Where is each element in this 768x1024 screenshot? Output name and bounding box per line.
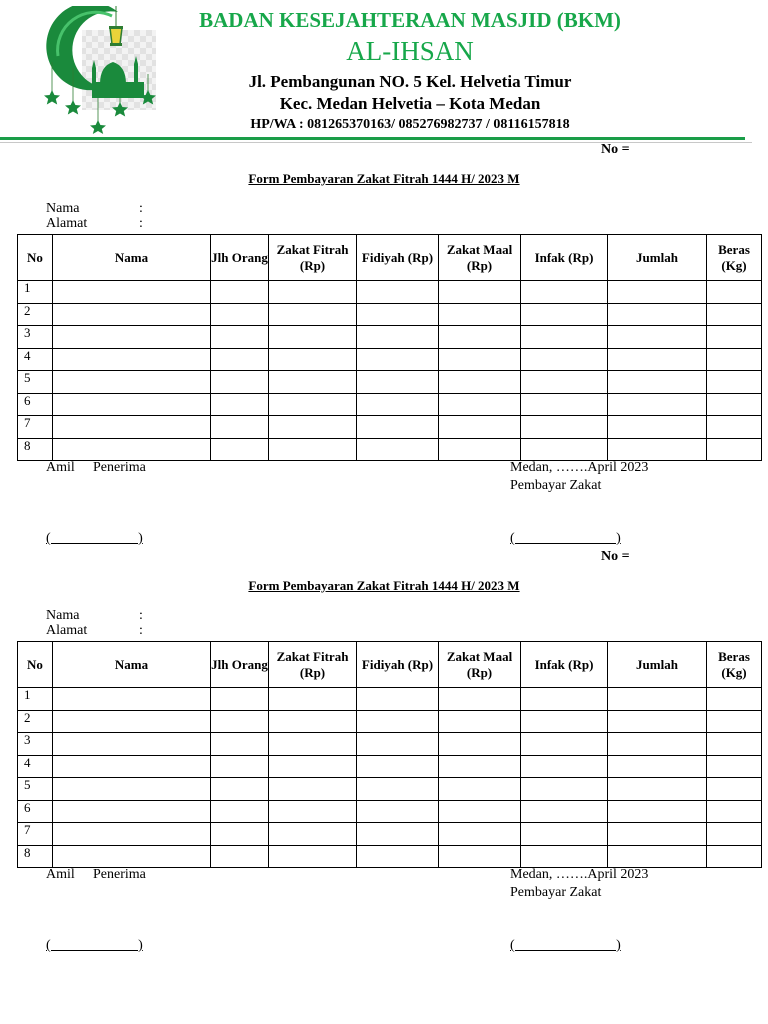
- address-label: Alamat: [46, 623, 88, 638]
- table-row: [18, 371, 762, 394]
- table-cell[interactable]: [269, 371, 357, 394]
- table-cell[interactable]: [357, 778, 439, 801]
- table-header-row: [18, 235, 762, 281]
- table-cell[interactable]: [269, 348, 357, 371]
- table-cell[interactable]: [357, 823, 439, 846]
- table-cell[interactable]: [608, 688, 707, 711]
- column-header: No: [18, 235, 53, 281]
- table-cell[interactable]: [439, 755, 521, 778]
- payer-label: Pembayar Zakat: [510, 478, 602, 493]
- column-header: Jumlah: [608, 235, 707, 281]
- table-cell[interactable]: [707, 416, 762, 439]
- organization-name: BADAN KESEJAHTERAAN MASJID (BKM): [199, 8, 621, 32]
- table-cell[interactable]: [211, 326, 269, 349]
- table-cell[interactable]: [269, 303, 357, 326]
- table-cell[interactable]: [707, 733, 762, 756]
- table-cell[interactable]: [269, 326, 357, 349]
- table-cell[interactable]: [521, 281, 608, 304]
- table-row: [18, 733, 762, 756]
- receiver-label: Penerima: [93, 460, 146, 475]
- table-cell[interactable]: [357, 688, 439, 711]
- table-cell[interactable]: [707, 845, 762, 868]
- column-header: No: [18, 642, 53, 688]
- column-header: Beras (Kg): [707, 642, 762, 688]
- receiver-label: Penerima: [93, 867, 146, 882]
- table-cell[interactable]: [269, 710, 357, 733]
- table-cell[interactable]: [211, 845, 269, 868]
- table-cell[interactable]: [608, 416, 707, 439]
- table-cell[interactable]: [211, 823, 269, 846]
- table-cell[interactable]: [53, 823, 211, 846]
- row-number: 5: [18, 778, 53, 801]
- form-number-label: No =: [601, 142, 630, 157]
- name-label: Nama: [46, 608, 80, 623]
- table-cell[interactable]: [439, 416, 521, 439]
- table-cell[interactable]: [707, 393, 762, 416]
- table-cell[interactable]: [439, 326, 521, 349]
- place-date: Medan, …….April 2023: [510, 460, 649, 475]
- table-cell[interactable]: [53, 755, 211, 778]
- table-cell[interactable]: [269, 688, 357, 711]
- table-cell[interactable]: [608, 733, 707, 756]
- table-row: [18, 755, 762, 778]
- table-cell[interactable]: [269, 281, 357, 304]
- table-cell[interactable]: [707, 348, 762, 371]
- table-row: [18, 710, 762, 733]
- table-cell[interactable]: [608, 348, 707, 371]
- table-cell[interactable]: [269, 755, 357, 778]
- table-row: [18, 438, 762, 461]
- form-title: Form Pembayaran Zakat Fitrah 1444 H/ 2023 M: [248, 171, 520, 186]
- payer-label: Pembayar Zakat: [510, 885, 602, 900]
- table-cell[interactable]: [521, 778, 608, 801]
- table-cell[interactable]: [357, 438, 439, 461]
- column-header: Beras (Kg): [707, 235, 762, 281]
- table-cell[interactable]: [707, 778, 762, 801]
- payer-signature-line: ( ): [510, 938, 621, 953]
- payer-signature-line: ( ): [510, 531, 621, 546]
- table-cell[interactable]: [439, 688, 521, 711]
- column-header: Nama: [53, 642, 211, 688]
- table-cell[interactable]: [53, 393, 211, 416]
- mosque-name: AL-IHSAN: [346, 36, 474, 66]
- table-cell[interactable]: [53, 733, 211, 756]
- table-cell[interactable]: [521, 303, 608, 326]
- table-row: [18, 800, 762, 823]
- table-cell[interactable]: [357, 710, 439, 733]
- row-number: 6: [18, 800, 53, 823]
- table-cell[interactable]: [707, 438, 762, 461]
- column-header: Zakat Maal (Rp): [439, 642, 521, 688]
- name-colon: :: [139, 201, 143, 216]
- table-cell[interactable]: [211, 438, 269, 461]
- table-cell[interactable]: [211, 371, 269, 394]
- table-cell[interactable]: [439, 371, 521, 394]
- row-number: 2: [18, 303, 53, 326]
- table-cell[interactable]: [521, 800, 608, 823]
- table-cell[interactable]: [439, 281, 521, 304]
- row-number: 2: [18, 710, 53, 733]
- table-row: [18, 281, 762, 304]
- table-cell[interactable]: [608, 371, 707, 394]
- row-number: 5: [18, 371, 53, 394]
- table-cell[interactable]: [439, 393, 521, 416]
- column-header: Jlh Orang: [211, 642, 269, 688]
- table-cell[interactable]: [521, 688, 608, 711]
- table-cell[interactable]: [53, 688, 211, 711]
- table-header-row: [18, 642, 762, 688]
- table-cell[interactable]: [269, 800, 357, 823]
- table-cell[interactable]: [521, 823, 608, 846]
- address-colon: :: [139, 216, 143, 231]
- table-cell[interactable]: [357, 348, 439, 371]
- column-header: Jumlah: [608, 642, 707, 688]
- table-cell[interactable]: [53, 800, 211, 823]
- row-number: 6: [18, 393, 53, 416]
- table-cell[interactable]: [439, 845, 521, 868]
- table-cell[interactable]: [269, 393, 357, 416]
- table-cell[interactable]: [357, 416, 439, 439]
- table-cell[interactable]: [53, 710, 211, 733]
- table-cell[interactable]: [53, 845, 211, 868]
- table-cell[interactable]: [707, 710, 762, 733]
- table-cell[interactable]: [707, 303, 762, 326]
- table-row: [18, 823, 762, 846]
- table-cell[interactable]: [211, 303, 269, 326]
- column-header: Zakat Fitrah (Rp): [269, 235, 357, 281]
- row-number: 7: [18, 416, 53, 439]
- table-cell[interactable]: [439, 823, 521, 846]
- header-divider-shadow: [0, 142, 752, 143]
- table-cell[interactable]: [357, 733, 439, 756]
- row-number: 8: [18, 438, 53, 461]
- row-number: 7: [18, 823, 53, 846]
- receiver-signature-line: ( ): [46, 531, 143, 546]
- column-header: Zakat Maal (Rp): [439, 235, 521, 281]
- column-header: Fidiyah (Rp): [357, 642, 439, 688]
- name-label: Nama: [46, 201, 80, 216]
- table-cell[interactable]: [608, 710, 707, 733]
- row-number: 3: [18, 326, 53, 349]
- table-cell[interactable]: [357, 326, 439, 349]
- table-cell[interactable]: [521, 348, 608, 371]
- table-row: [18, 303, 762, 326]
- table-cell[interactable]: [357, 393, 439, 416]
- table-cell[interactable]: [439, 800, 521, 823]
- amil-label: Amil: [46, 867, 75, 882]
- place-date: Medan, …….April 2023: [510, 867, 649, 882]
- table-cell[interactable]: [269, 845, 357, 868]
- address-colon: :: [139, 623, 143, 638]
- payment-table: [17, 234, 762, 461]
- table-cell[interactable]: [521, 416, 608, 439]
- table-cell[interactable]: [53, 281, 211, 304]
- table-cell[interactable]: [269, 733, 357, 756]
- column-header: Infak (Rp): [521, 235, 608, 281]
- table-row: [18, 778, 762, 801]
- table-cell[interactable]: [211, 393, 269, 416]
- table-cell[interactable]: [211, 348, 269, 371]
- table-cell[interactable]: [608, 326, 707, 349]
- table-cell[interactable]: [211, 800, 269, 823]
- table-cell[interactable]: [211, 281, 269, 304]
- table-cell[interactable]: [439, 438, 521, 461]
- row-number: 1: [18, 281, 53, 304]
- table-cell[interactable]: [608, 755, 707, 778]
- form-number-label: No =: [601, 549, 630, 564]
- table-cell[interactable]: [211, 688, 269, 711]
- table-cell[interactable]: [439, 710, 521, 733]
- row-number: 3: [18, 733, 53, 756]
- table-cell[interactable]: [707, 371, 762, 394]
- address-line-2: Kec. Medan Helvetia – Kota Medan: [279, 94, 541, 113]
- table-cell[interactable]: [211, 755, 269, 778]
- row-number: 1: [18, 688, 53, 711]
- table-cell[interactable]: [521, 438, 608, 461]
- table-cell[interactable]: [521, 371, 608, 394]
- table-cell[interactable]: [211, 733, 269, 756]
- row-number: 8: [18, 845, 53, 868]
- table-cell[interactable]: [269, 438, 357, 461]
- table-cell[interactable]: [521, 326, 608, 349]
- table-cell[interactable]: [53, 438, 211, 461]
- form-title: Form Pembayaran Zakat Fitrah 1444 H/ 2023 M: [248, 578, 520, 593]
- table-cell[interactable]: [357, 800, 439, 823]
- table-cell[interactable]: [269, 778, 357, 801]
- row-number: 4: [18, 755, 53, 778]
- table-cell[interactable]: [53, 778, 211, 801]
- table-cell[interactable]: [357, 303, 439, 326]
- table-row: [18, 416, 762, 439]
- table-cell[interactable]: [707, 823, 762, 846]
- table-cell[interactable]: [521, 710, 608, 733]
- table-cell[interactable]: [707, 688, 762, 711]
- table-cell[interactable]: [439, 303, 521, 326]
- table-cell[interactable]: [521, 393, 608, 416]
- table-cell[interactable]: [608, 778, 707, 801]
- table-cell[interactable]: [269, 823, 357, 846]
- table-cell[interactable]: [269, 416, 357, 439]
- table-cell[interactable]: [608, 823, 707, 846]
- table-cell[interactable]: [707, 326, 762, 349]
- column-header: Nama: [53, 235, 211, 281]
- receiver-signature-line: ( ): [46, 938, 143, 953]
- table-cell[interactable]: [439, 348, 521, 371]
- row-number: 4: [18, 348, 53, 371]
- crescent-mosque-logo-icon: [38, 6, 162, 134]
- table-cell[interactable]: [53, 416, 211, 439]
- table-cell[interactable]: [211, 778, 269, 801]
- address-line-1: Jl. Pembangunan NO. 5 Kel. Helvetia Timur: [248, 72, 572, 91]
- table-cell[interactable]: [707, 800, 762, 823]
- address-label: Alamat: [46, 216, 88, 231]
- table-cell[interactable]: [211, 416, 269, 439]
- column-header: Zakat Fitrah (Rp): [269, 642, 357, 688]
- table-cell[interactable]: [521, 733, 608, 756]
- table-cell[interactable]: [707, 281, 762, 304]
- table-cell[interactable]: [608, 393, 707, 416]
- table-row: [18, 688, 762, 711]
- column-header: Fidiyah (Rp): [357, 235, 439, 281]
- table-cell[interactable]: [357, 281, 439, 304]
- table-row: [18, 845, 762, 868]
- table-cell[interactable]: [53, 326, 211, 349]
- header-divider: [0, 137, 745, 140]
- table-cell[interactable]: [707, 755, 762, 778]
- column-header: Infak (Rp): [521, 642, 608, 688]
- table-cell[interactable]: [211, 710, 269, 733]
- table-row: [18, 393, 762, 416]
- name-colon: :: [139, 608, 143, 623]
- table-row: [18, 348, 762, 371]
- table-cell[interactable]: [521, 755, 608, 778]
- table-row: [18, 326, 762, 349]
- table-cell[interactable]: [608, 438, 707, 461]
- table-cell[interactable]: [53, 371, 211, 394]
- payment-table: [17, 641, 762, 868]
- table-cell[interactable]: [439, 733, 521, 756]
- table-cell[interactable]: [53, 348, 211, 371]
- phone-numbers: HP/WA : 081265370163/ 085276982737 / 08116157818: [250, 117, 570, 132]
- table-cell[interactable]: [53, 303, 211, 326]
- table-cell[interactable]: [357, 371, 439, 394]
- column-header: Jlh Orang: [211, 235, 269, 281]
- table-cell[interactable]: [608, 303, 707, 326]
- table-cell[interactable]: [608, 800, 707, 823]
- table-cell[interactable]: [521, 845, 608, 868]
- table-cell[interactable]: [357, 755, 439, 778]
- table-cell[interactable]: [357, 845, 439, 868]
- table-cell[interactable]: [608, 845, 707, 868]
- amil-label: Amil: [46, 460, 75, 475]
- table-cell[interactable]: [608, 281, 707, 304]
- table-cell[interactable]: [439, 778, 521, 801]
